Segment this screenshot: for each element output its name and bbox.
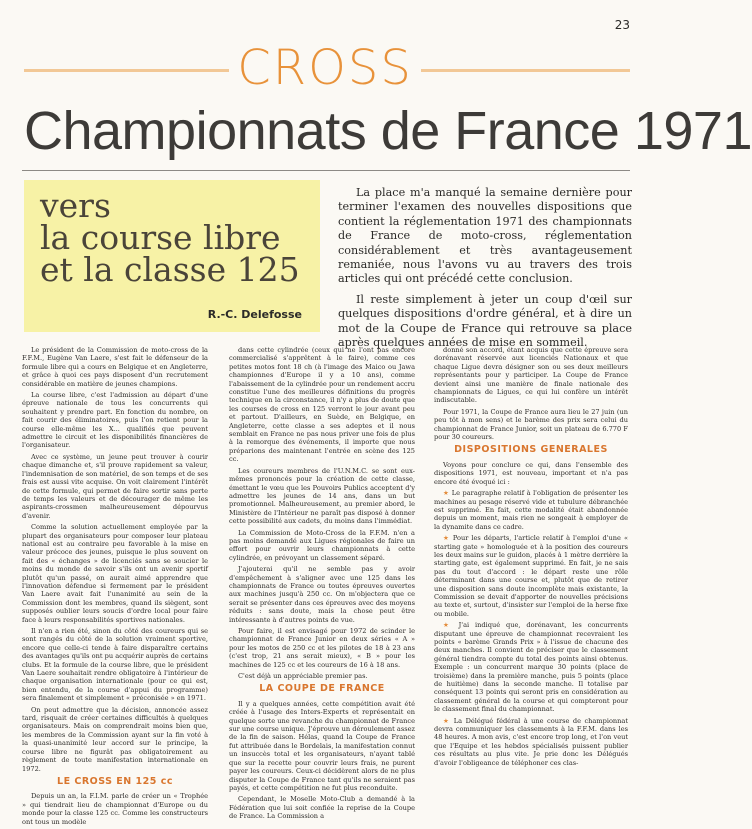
paragraph: C'est déjà un appréciable premier pas. xyxy=(238,672,368,681)
bullet-text: Pour les départs, l'article relatif à l'emploi d'une « starting gate » homologuée et à la position des coureurs les deux mains sur le guidon, placés à 1 mètre derrière la starting gate, est également supprimé. En fait, je ne sais pas du tout d'accord : le départ reste une rôle déterminant dans une course et, plutôt que de retirer une disposition sans doute incomplète mais existante, la Commission se devait d'apporter de nouvelles précisions au texte et, surtout, d'insister sur l'emploi de la herse fixe ou mobile. xyxy=(434,534,629,618)
bullet-text: J'ai indiqué que, dorénavant, les concurrents disputant une épreuve de championnat recevraient les points « barème Grands Prix » à l'issue de chacune des deux manches. Il convient de préciser que le classement général tiendra compte du total des points ainsi obtenus. Exemple : un concurrent marque 30 points (place de troisième) dans la première manche, puis 5 points (place de huitième) dans la seconde manche. Il totalise par conséquent 13 points qui seront pris en considération au classement général de la course et qui compteront pour le classement final du championnat. xyxy=(434,621,628,714)
column-2 xyxy=(229,346,415,824)
paragraph: J'ajouterai qu'il ne semble pas y avoir d'empêchement à s'aligner avec une 125 dans les championnats de France ou toutes épreuves ouvertes aux machines jusqu'à 250 cc. On m'objectera que ce serait se présenter dans ces épreuves avec des moyens réduits : sans doute, mais la chose peut être intéressante à d'autres points de vue. xyxy=(229,565,415,624)
bullet-paragraph xyxy=(434,489,628,531)
box-title xyxy=(40,186,300,289)
paragraph: Comme la solution actuellement employée par la plupart des organisateurs pour composer leur plateau national est au contraire peu favorable à la mise en valeur précoce des jeunes, puisque le plus souvent on fait des « échanges » de licenciés sans se soucier le moins du monde de savoir s'ils ont un avenir sportif plutôt qu'un passé, on aurait aimé apprendre que l'innovation défendue si fermement par le président Van Laere avait fait l'unanimité au sein de la Commission dont les membres, quand ils siègent, sont supposés oublier leurs soucis d'ordre local pour faire face à leurs responsabilités sportives nationales. xyxy=(22,523,208,624)
paragraph: Avec ce système, un jeune peut trouver à courir chaque dimanche et, s'il prouve rapidement sa valeur, l'indemnisation de son matériel, de son temps et de ses frais est aussi vite acquise. On voit clairement l'intérêt de cette formule, qui permet de faire sortir sans perte de temps les valeurs et de décourager de même les aspirants-crossmen malheureusement dépourvus d'avenir. xyxy=(22,452,208,520)
bullet-paragraph xyxy=(434,534,628,618)
title-box xyxy=(24,180,320,332)
page-number: 23 xyxy=(614,18,630,32)
bullet-text: La Délégué fédéral à une course de championnat devra communiquer les classements à la F.F.M. dans les 48 heures. A mon avis, c'est encore trop long, et l'on veut que l'Equipe et les hebdos spécialisés puissent publier ces résultats au plus vite. Je prie donc les Délégués d'avoir l'obligeance de téléphoner ces clas- xyxy=(434,716,628,767)
bullet-text: Le paragraphe relatif à l'obligation de présenter les machines au pesage réservé vide et tubulure débranchée est supprimé. En fait, cette modalité était abandonnée depuis un moment, mais rien ne songeait à employer de la dynamite dans ce cadre. xyxy=(434,489,628,531)
paragraph: On peut admettre que la décision, annoncée assez tard, risquait de créer certaines difficultés à quelques organisateurs. Mais on comprendrait moins bien que, les membres de la Commission ayant sur la fin voté à la quasi-unanimité leur accord sur le principe, la course libre ne figurât pas obligatoirement au règlement de toute manifestation internationale en 1972. xyxy=(22,705,208,773)
paragraph: Le président de la Commission de moto-cross de la F.F.M., Eugène Van Laere, s'est fait le défenseur de la formule libre qui a cours en Belgique et en Angleterre, et grâce à quoi ces pays disposent d'un recrutement considérable en matière de jeunes champions. xyxy=(22,346,208,388)
paragraph: donné son accord, étant acquis que cette épreuve sera dorénavant réservée aux licenciés Nationaux et que chaque Ligue devra désigner son ou ses deux meilleurs représentants pour y participer. La Coupe de France devient ainsi une manière de finale nationale des championnats de Ligues, ce qui lui confère un intérêt indiscutable. xyxy=(434,346,628,405)
headline-rule xyxy=(22,170,630,171)
paragraph: Il y a quelques années, cette compétition avait été créée à l'usage des Inters-Experts et représentait en quelque sorte une revanche du championnat de France sur une course unique. J'éprouve un déroulement assez de la fin de saison. Hélas, quand la Coupe de France fut attribuée dans le Bordelais, la manifestation connut un insuccès total et les organisateurs, n'ayant tablé que sur la recette pour couvrir leurs frais, ne purent payer les coureurs. Ceux-ci décidèrent alors de ne plus disputer la Coupe de France tant qu'ils ne seraient pas payés, et cette compétition ne fut plus reconduite. xyxy=(229,699,415,792)
column-1 xyxy=(22,346,208,829)
intro-paragraph: La place m'a manqué la semaine dernière pour terminer l'examen des nouvelles dispositions que contient la réglementation 1971 des championnats de France de moto-cross, réglementation considérablement et très avantageusement remaniée, nous l'avons vu au travers des trois articles qui ont précédé cette conclusion. xyxy=(338,186,632,286)
paragraph: La Commission de Moto-Cross de la F.F.M. n'en a pas moins demandé aux Ligues régionales de faire un effort pour ouvrir leurs championnats à cette cylindrée, en prévoyant un classement séparé. xyxy=(229,528,415,562)
paragraph: Les coureurs membres de l'U.N.M.C. se sont eux-mêmes prononcés pour la création de cette classe, émettant le vœu que les Pouvoirs Publics acceptent d'y admettre les jeunes de 14 ans, dans un but promotionnel. Malheureusement, au premier abord, le Ministère de l'Intérieur ne paraît pas disposé à donner cette possibilité aux cadets, du moins dans l'immédiat. xyxy=(229,466,415,526)
intro-paragraph: Il reste simplement à jeter un coup d'œil sur quelques dispositions d'ordre général, et à dire un mot de la Coupe de France qui retrouve sa place après quelques années de mise en sommeil. xyxy=(338,292,632,350)
kicker-title xyxy=(0,40,650,96)
subheading: DISPOSITIONS GENERALES xyxy=(454,444,608,456)
box-title-line: et la classe 125 xyxy=(40,250,300,289)
box-title-line: la course libre xyxy=(40,218,281,257)
bullet-paragraph xyxy=(434,621,628,713)
author: R.-C. Delefosse xyxy=(207,308,302,321)
star-bullet-icon: ★ xyxy=(443,716,454,725)
paragraph: Pour faire, il est envisagé pour 1972 de scinder le championnat de France Junior en deux séries « A » pour les motos de 250 cc et les pilotes de 18 à 23 ans (c'est trop, 21 ans serait mieux), « B » pour les machines de 125 cc et les coureurs de 16 à 18 ans. xyxy=(229,627,415,669)
column-3 xyxy=(434,346,628,770)
headline: Championnats de France 1971 xyxy=(24,101,752,161)
star-bullet-icon: ★ xyxy=(443,489,452,498)
star-bullet-icon: ★ xyxy=(443,621,459,630)
subheading: LA COUPE DE FRANCE xyxy=(259,683,385,695)
paragraph: Cependant, le Moselle Moto-Club a demandé à la Fédération que lui soit confiée la reprise de la Coupe de France. La Commission a xyxy=(229,795,415,821)
subheading: LE CROSS EN 125 cc xyxy=(57,775,173,787)
intro-text xyxy=(338,186,632,356)
kicker-text: CROSS xyxy=(229,40,421,96)
paragraph: Voyons pour conclure ce qui, dans l'ensemble des dispositions 1971, est nouveau, important et n'a pas encore été évoqué ici : xyxy=(434,460,628,486)
paragraph: Pour 1971, la Coupe de France aura lieu le 27 juin (un peu tôt à mon sens) et le barème des prix sera celui du championnat de France Junior, soit un plateau de 6.770 F pour 30 coureurs. xyxy=(434,407,628,442)
bullet-paragraph xyxy=(434,717,628,767)
box-title-line: vers xyxy=(40,186,111,225)
paragraph: La course libre, c'est l'admission au départ d'une épreuve nationale de tous les concurrents qui souhaitent y prendre part. En fonction du nombre, on fait courir des éliminatoires, puis l'on retient pour la course elle-même les X... qualifiés que peuvent admettre le circuit et les disponibilités financières de l'organisateur. xyxy=(22,391,208,450)
paragraph: Il n'en a rien été, sinon du côté des coureurs qui se sont rangés du côté de la solution vraiment sportive, encore que celle-ci tende à faire disparaître certains des avantages qu'ils ont pu acquérir auprès de certains clubs. Et la formule de la course libre, que le président Van Laere souhaitait rendre obligatoire à l'intérieur de chaque organisation internationale (pour ce qui est, bien entendu, de la course d'appui du programme) sera finalement et simplement « préconisée » en 1971. xyxy=(22,627,208,703)
paragraph: Depuis un an, la F.I.M. parle de créer un « Trophée » qui tiendrait lieu de championnat d'Europe ou du monde pour la classe 125 cc. Comme les constructeurs ont tous un modèle xyxy=(22,792,208,826)
star-bullet-icon: ★ xyxy=(443,534,453,543)
paragraph: dans cette cylindrée (ceux qui ne l'ont pas encore commercialisé s'apprêtent à le faire), comme ces petites motos font 18 ch (à l'image des Maico ou Jawa championnes d'Europe il y a 10 ans), comme l'abaissement de la cylindrée pour un rendement accru constitue l'une des meilleures définitions du progrès technique en la circonstance, il n'y a plus de doute que les courses de cross en 125 verront le jour avant peu et partout. D'ailleurs, en Suède, en Belgique, en Angleterre, cette classe a ses adeptes et il nous semblait en France ne pas nous priver une fois de plus à la remorque des événements, il importe que nous préparions des maintenant l'entrée en scène des 125 cc. xyxy=(229,346,415,464)
